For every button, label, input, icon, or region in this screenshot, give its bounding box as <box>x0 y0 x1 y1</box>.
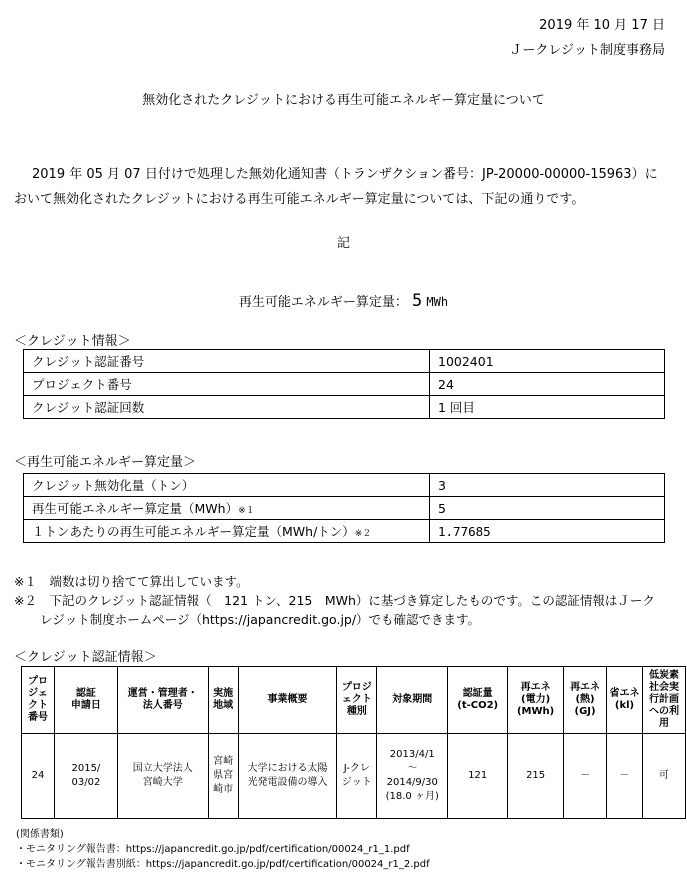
total-value: 5 <box>412 291 423 311</box>
table-row <box>24 520 665 543</box>
cert-count-value: 1 回目 <box>430 396 665 419</box>
notes <box>14 572 678 629</box>
renewable-amount-label <box>24 497 430 520</box>
col-project-number: プロ ジェ クト 番号 <box>22 667 55 734</box>
renewable-heading: ＜再生可能エネルギー算定量＞ <box>14 455 197 470</box>
total-unit: MWh <box>426 295 449 309</box>
col-apply-date: 認証 申請日 <box>54 667 117 734</box>
note-2-continued: レジット制度ホームページ（https://japancredit.go.jp/）でも確認できます。 <box>40 612 481 627</box>
related-documents <box>16 827 430 872</box>
note-mark: ※２ <box>354 529 372 539</box>
document-body <box>14 162 678 212</box>
col-energy-saving: 省エネ (kl) <box>607 667 643 734</box>
table-row <box>24 350 665 373</box>
label-text: 再生可能エネルギー算定量（MWh） <box>32 501 239 516</box>
cell-energy-saving: － <box>607 734 643 819</box>
credit-info-table <box>23 349 665 419</box>
body-line-1: 2019 年 05 月 07 日付けで処理した無効化通知書（トランザクション番号：JP-20000-00000-15963）に <box>32 167 658 182</box>
document-date: 2019 年 10 月 17 日 <box>539 18 665 33</box>
col-summary: 事業概要 <box>238 667 337 734</box>
cell-region: 宮崎 県宮 崎市 <box>208 734 238 819</box>
issuer-name: Ｊークレジット制度事務局 <box>509 43 665 58</box>
cert-info-table <box>21 666 686 819</box>
body-line-2: おいて無効化されたクレジットにおける再生可能エネルギー算定量については、下記の通りです。 <box>14 192 585 207</box>
col-project-type: プロジ ェクト 種別 <box>337 667 377 734</box>
cell-apply-date: 2015/ 03/02 <box>54 734 117 819</box>
cell-summary: 大学における太陽 光発電設備の導入 <box>238 734 337 819</box>
table-row <box>22 734 686 819</box>
col-renewable-power: 再エネ (電力) (MWh) <box>508 667 564 734</box>
cell-project-number: 24 <box>22 734 55 819</box>
invalidated-amount-value: 3 <box>430 474 665 497</box>
table-row <box>24 474 665 497</box>
related-heading: (関係書類) <box>16 829 64 840</box>
note-2: ※２ 下記のクレジット認証情報（ 121 トン、215 MWh）に基づき算定したものです。この認証情報はＪーク <box>14 593 655 608</box>
label-text: １トンあたりの再生可能エネルギー算定量（MWh/トン） <box>32 524 355 539</box>
table-row <box>24 497 665 520</box>
project-number-label: プロジェクト番号 <box>24 373 430 396</box>
col-period: 対象期間 <box>377 667 448 734</box>
col-low-carbon: 低炭素 社会実 行計画 への利 用 <box>642 667 685 734</box>
cell-operator: 国立大学法人 宮崎大学 <box>117 734 208 819</box>
col-renewable-heat: 再エネ (熱) (GJ) <box>564 667 607 734</box>
cell-renewable-power: 215 <box>508 734 564 819</box>
cell-low-carbon: 可 <box>642 734 685 819</box>
col-region: 実施 地域 <box>208 667 238 734</box>
total-renewable <box>0 291 687 311</box>
cell-amount: 121 <box>448 734 508 819</box>
per-ton-label <box>24 520 430 543</box>
related-link-1[interactable]: ・モニタリング報告書：https://japancredit.go.jp/pdf/certification/00024_r1_1.pdf <box>16 844 410 855</box>
note-mark: ※１ <box>238 506 255 516</box>
table-header-row <box>22 667 686 734</box>
col-amount: 認証量 (t-CO2) <box>448 667 508 734</box>
cell-project-type: J-クレ ジット <box>337 734 377 819</box>
per-ton-value: 1.77685 <box>430 520 665 543</box>
renewable-table <box>23 473 665 543</box>
table-row <box>24 373 665 396</box>
note-1: ※１ 端数は切り捨てて算出しています。 <box>14 574 249 589</box>
credit-cert-number-value: 1002401 <box>430 350 665 373</box>
credit-info-heading: ＜クレジット情報＞ <box>14 334 131 349</box>
renewable-amount-value: 5 <box>430 497 665 520</box>
cell-period: 2013/4/1 ～ 2014/9/30 (18.0 ヶ月) <box>377 734 448 819</box>
cert-count-label: クレジット認証回数 <box>24 396 430 419</box>
col-operator: 運営・管理者・ 法人番号 <box>117 667 208 734</box>
invalidated-amount-label <box>24 474 430 497</box>
credit-cert-number-label: クレジット認証番号 <box>24 350 430 373</box>
table-row <box>24 396 665 419</box>
total-label: 再生可能エネルギー算定量： <box>238 295 408 310</box>
project-number-value: 24 <box>430 373 665 396</box>
ki-marker: 記 <box>336 236 350 251</box>
cell-renewable-heat: － <box>564 734 607 819</box>
related-link-2[interactable]: ・モニタリング報告書別紙：https://japancredit.go.jp/pdf/certification/00024_r1_2.pdf <box>16 859 430 870</box>
document-title: 無効化されたクレジットにおける再生可能エネルギー算定量について <box>142 93 545 108</box>
cert-info-heading: ＜クレジット認証情報＞ <box>14 650 157 665</box>
label-text: クレジット無効化量（トン） <box>32 478 195 493</box>
